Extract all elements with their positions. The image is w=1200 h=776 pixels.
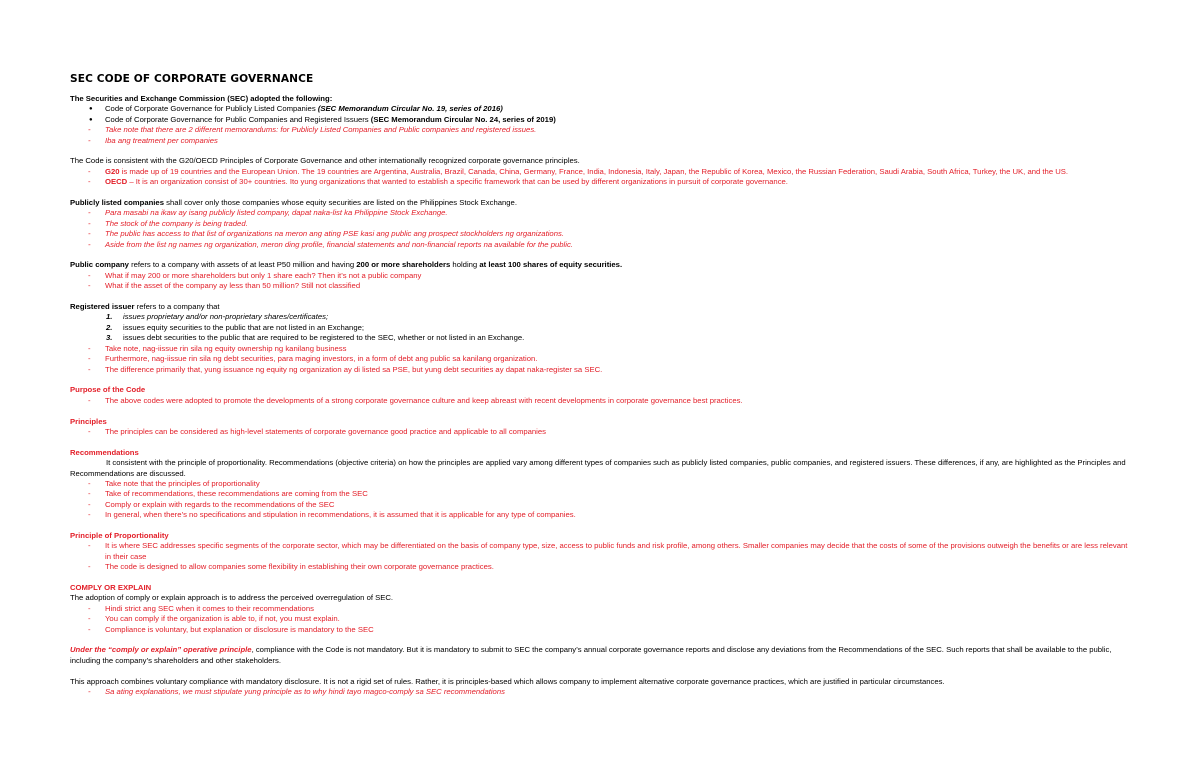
note-item (70, 604, 1130, 614)
consistency-section (70, 156, 1130, 187)
dash-icon: - (88, 364, 91, 374)
operative-text: , compliance with the Code is not mandatory. But it is mandatory to submit to SEC the company’s annual corporate governance reports and disclose any deviations from the Recommendations of the SEC. Such reports that shall be available to the public, including the company’s shareholders and other stakeholders. (70, 645, 1112, 665)
note-item (70, 365, 1130, 375)
term-label: Public company (70, 260, 129, 270)
definition-text: shall cover only those companies whose equity securities are listed on the Philippines Stock Exchange. (164, 198, 517, 208)
oecd-label: OECD (105, 177, 128, 187)
note-item (70, 510, 1130, 520)
dash-icon: - (88, 239, 91, 249)
dash-icon: - (88, 541, 91, 551)
comply-paragraph: The adoption of comply or explain approach is to address the perceived overregulation of SEC. (70, 593, 394, 603)
definition-text: holding (450, 260, 480, 270)
memo-reference: (SEC Memorandum Circular No. 24, series of 2019) (370, 114, 556, 124)
g20-text: is made up of 19 countries and the European Union. The 19 countries are Argentina, Australia, Brazil, Canada, China, Germany, France, India, Indonesia, Italy, Japan, the Republic of Korea, Mexico, the Russian Federation, Saudi Arabia, South Africa, Turkey, the UK, and the US. (119, 166, 1069, 176)
note-item (70, 281, 1130, 291)
dash-icon: - (88, 229, 91, 239)
item-number: 3. (106, 333, 113, 343)
note-item (70, 229, 1130, 239)
note-item (70, 541, 1130, 562)
note-item (70, 125, 1130, 135)
note-item (70, 136, 1130, 146)
definition-paragraph (70, 260, 1130, 270)
note-text: The public has access to that list of organizations na meron ang ating PSE kasi ang public ang prospect stockholders ng organizations. (105, 229, 564, 239)
note-item (70, 344, 1130, 354)
dash-icon: - (88, 354, 91, 364)
dash-icon: - (88, 135, 91, 145)
note-item (70, 271, 1130, 281)
dash-icon: - (88, 624, 91, 634)
note-item (70, 177, 1130, 187)
intro-section (70, 94, 1130, 146)
dash-icon: - (88, 395, 91, 405)
note-text: Compliance is voluntary, but explanation or disclosure is mandatory to the SEC (105, 624, 374, 634)
dash-icon: - (88, 166, 91, 176)
note-item (70, 479, 1130, 489)
definition-paragraph (70, 302, 1130, 312)
note-item (70, 625, 1130, 635)
note-text: Furthermore, nag-iissue rin sila ng debt securities, para maging investors, in a form of debt ang public sa kanilang organization. (105, 354, 538, 364)
note-text: Iba ang treatment per companies (105, 135, 218, 145)
dash-icon: - (88, 281, 91, 291)
bullet-icon: ● (89, 106, 93, 113)
note-text: Take note, nag-iissue rin sila ng equity ownership ng kanilang business (105, 343, 347, 353)
recommendations-paragraph: It consistent with the principle of proportionality. Recommendations (objective criteria) on how the principles are applied vary among different types of companies such as publicly listed companies, public companies, and registered issuers. These differences, if any, are highlighted as the Principles and Recommendations are discussed. (70, 458, 1126, 478)
note-text: What if the asset of the company ay less than 50 million? Still not classified (105, 281, 361, 291)
numbered-item (70, 323, 1130, 333)
note-text: The code is designed to allow companies some flexibility in establishing their own corporate governance practices. (105, 562, 494, 572)
note-item (70, 396, 1130, 406)
term-label: Registered issuer (70, 302, 135, 312)
note-text: Take note that there are 2 different memorandums: for Publicly Listed Companies and Public companies and registered issues. (105, 125, 537, 135)
principles-section (70, 417, 1130, 438)
item-text: issues proprietary and/or non-proprietary shares/certificates; (123, 312, 329, 322)
g20-label: G20 (105, 166, 120, 176)
note-text: You can comply if the organization is able to, if not, you must explain. (105, 614, 340, 624)
list-item (70, 104, 1130, 114)
bullet-text: Code of Corporate Governance for Publicly Listed Companies (105, 104, 318, 114)
note-text: Take note that the principles of proportionality (105, 478, 260, 488)
note-text: The stock of the company is being traded. (105, 218, 248, 228)
public-company-section (70, 260, 1130, 291)
note-item (70, 562, 1130, 572)
note-text: The above codes were adopted to promote the developments of a strong corporate governance culture and keep abreast with recent developments in corporate governance best practices. (105, 395, 743, 405)
intro-heading: The Securities and Exchange Commission (SEC) adopted the following: (70, 94, 333, 103)
note-item (70, 489, 1130, 499)
note-item (70, 219, 1130, 229)
item-number: 2. (106, 322, 113, 332)
note-item (70, 687, 1130, 697)
note-text: Take of recommendations, these recommendations are coming from the SEC (105, 489, 368, 499)
approach-section (70, 677, 1130, 698)
registered-issuer-section (70, 302, 1130, 375)
dash-icon: - (88, 270, 91, 280)
numbered-item (70, 333, 1130, 343)
note-text: Comply or explain with regards to the recommendations of the SEC (105, 499, 335, 509)
note-item (70, 208, 1130, 218)
note-text: The difference primarily that, yung issuance ng equity ng organization ay di listed sa PSE, but yung debt securities ay dapat naka-register sa SEC. (105, 364, 603, 374)
oecd-text: – It is an organization consist of 30+ countries. Ito yung organizations that wanted to establish a specific framework that can be used by different organizations in pursuit of corporate governance. (127, 177, 788, 187)
note-text: Para masabi na ikaw ay isang publicly listed company, dapat naka-list ka Philippine Stock Exchange. (105, 208, 448, 218)
page-title: SEC CODE OF CORPORATE GOVERNANCE (70, 73, 314, 85)
note-item (70, 614, 1130, 624)
section-heading: Principles (70, 416, 107, 426)
dash-icon: - (88, 614, 91, 624)
term-label: Publicly listed companies (70, 198, 164, 208)
publicly-listed-section (70, 198, 1130, 250)
shareholders-threshold: 200 or more shareholders (356, 260, 451, 270)
memo-reference: (SEC Memorandum Circular No. 19, series of 2016) (317, 104, 503, 114)
dash-icon: - (88, 499, 91, 509)
operative-paragraph (70, 645, 1130, 666)
dash-icon: - (88, 686, 91, 696)
dash-icon: - (88, 343, 91, 353)
dash-icon: - (88, 478, 91, 488)
note-item (70, 167, 1130, 177)
dash-icon: - (88, 426, 91, 436)
proportionality-section (70, 531, 1130, 573)
note-text: It is where SEC addresses specific segments of the corporate sector, which may be differentiated on the basis of company type, size, access to public funds and risk profile, among others. Smaller companies may decide that the costs of some of the provisions outweigh the benefits or are less relevant in their case (105, 541, 1128, 561)
item-text: issues equity securities to the public that are not listed in an Exchange; (123, 322, 365, 332)
definition-paragraph (70, 198, 1130, 208)
dash-icon: - (88, 218, 91, 228)
section-heading: Purpose of the Code (70, 385, 146, 395)
dash-icon: - (88, 510, 91, 520)
numbered-item (70, 312, 1130, 322)
definition-text: refers to a company that (134, 302, 220, 312)
note-item (70, 354, 1130, 364)
note-item (70, 427, 1130, 437)
purpose-section (70, 385, 1130, 406)
operative-principle-section (70, 645, 1130, 666)
dash-icon: - (88, 603, 91, 613)
note-text: What if may 200 or more shareholders but only 1 share each? Then it’s not a public company (105, 270, 422, 280)
note-text: Aside from the list ng names ng organization, meron ding profile, financial statements and non-financial reports na available for the public. (105, 239, 573, 249)
dash-icon: - (88, 562, 91, 572)
note-text: In general, when there’s no specifications and stipulation in recommendations, it is assumed that it is applicable for any type of companies. (105, 510, 576, 520)
recommendations-section (70, 448, 1130, 521)
note-text: Hindi strict ang SEC when it comes to their recommendations (105, 603, 314, 613)
note-item (70, 240, 1130, 250)
note-text: Sa ating explanations, we must stipulate yung principle as to why hindi tayo magco-comply sa SEC recommendations (105, 686, 505, 696)
note-text: The principles can be considered as high-level statements of corporate governance good practice and applicable to all companies (105, 426, 547, 436)
list-item (70, 115, 1130, 125)
dash-icon: - (88, 177, 91, 187)
comply-section (70, 583, 1130, 635)
shares-threshold: at least 100 shares of equity securities. (479, 260, 623, 270)
section-heading: Principle of Proportionality (70, 530, 169, 540)
dash-icon: - (88, 489, 91, 499)
section-heading: Recommendations (70, 447, 139, 457)
bullet-icon: ● (89, 116, 93, 123)
section-heading: COMPLY OR EXPLAIN (70, 582, 152, 592)
dash-icon: - (88, 208, 91, 218)
operative-label: Under the “comply or explain” operative principle (70, 645, 252, 655)
approach-paragraph: This approach combines voluntary compliance with mandatory disclosure. It is not a rigid set of rules. Rather, it is principles-based which allows company to implement alternative corporate governance practices, which are justified in particular circumstances. (70, 676, 945, 686)
consistency-paragraph: The Code is consistent with the G20/OECD Principles of Corporate Governance and other internationally recognized corporate governance principles. (70, 156, 580, 166)
document-page (70, 72, 1130, 697)
definition-text: refers to a company with assets of at least P50 million and having (128, 260, 357, 270)
item-number: 1. (106, 312, 113, 322)
bullet-text: Code of Corporate Governance for Public Companies and Registered Issuers (105, 114, 371, 124)
dash-icon: - (88, 125, 91, 135)
note-item (70, 500, 1130, 510)
item-text: issues debt securities to the public that are required to be registered to the SEC, whether or not listed in an Exchange. (123, 333, 525, 343)
